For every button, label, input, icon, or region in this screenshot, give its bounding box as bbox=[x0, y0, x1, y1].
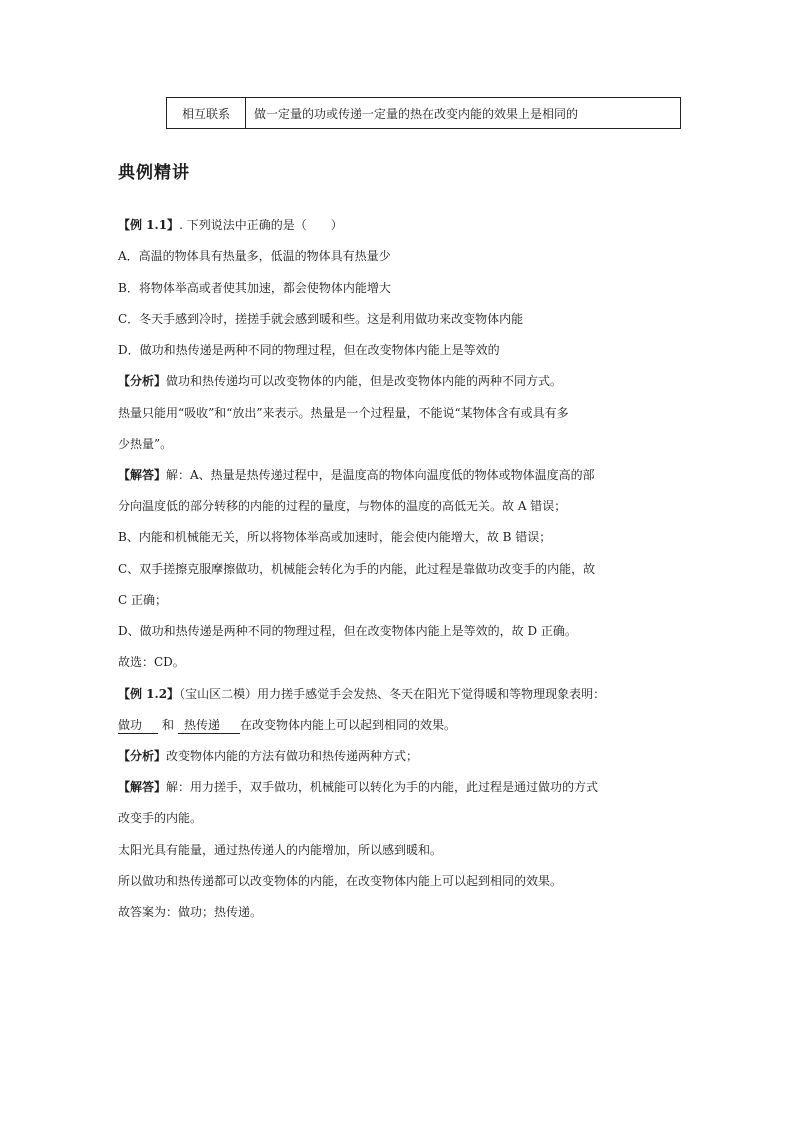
ex1-analysis-line3: 少热量”。 bbox=[118, 437, 173, 451]
section-heading: 典例精讲 bbox=[118, 163, 190, 183]
ex2-answer-tag: 【解答】 bbox=[118, 780, 167, 794]
relation-table bbox=[166, 97, 681, 129]
ex1-analysis bbox=[118, 373, 562, 389]
ex2-analysis-tag: 【分析】 bbox=[118, 749, 167, 763]
ex2-analysis bbox=[118, 748, 418, 764]
ex1-option-b: B．将物体举高或者使其加速，都会使物体内能增大 bbox=[118, 281, 391, 295]
ex1-final-answer: 故选：CD。 bbox=[118, 655, 185, 669]
ex2-tag: 【例 1.2】 bbox=[118, 687, 180, 701]
ex2-answer-text: 解：用力搓手，双手做功，机械能可以转化为手的内能，此过程是通过做功的方式 bbox=[166, 780, 599, 794]
ex2-answer-line4: 所以做功和热传递都可以改变物体的内能，在改变物体内能上可以起到相同的效果。 bbox=[118, 874, 563, 888]
ex2-answer-line3: 太阳光具有能量，通过热传递人的内能增加，所以感到暖和。 bbox=[118, 843, 443, 857]
relation-row bbox=[167, 98, 681, 129]
ex1-analysis-line2: 热量只能用“吸收”和“放出”来表示。热量是一个过程量，不能说“某物体含有或具有多 bbox=[118, 406, 569, 420]
ex2-final-answer: 故答案为：做功；热传递。 bbox=[118, 905, 263, 919]
ex1-answer-tag: 【解答】 bbox=[118, 468, 167, 482]
ex1-analysis-text: 做功和热传递均可以改变物体的内能，但是改变物体内能的两种不同方式。 bbox=[166, 374, 563, 388]
ex1-option-c: C．冬天手感到冷时，搓搓手就会感到暖和些。这是利用做功来改变物体内能 bbox=[118, 312, 524, 326]
ex1-answer-line4: C、双手搓擦克服摩擦做功，机械能会转化为手的内能，此过程是靠做功改变手的内能，故 bbox=[118, 562, 596, 576]
ex1-option-d: D．做功和热传递是两种不同的物理过程，但在改变物体内能上是等效的 bbox=[118, 343, 500, 357]
ex1-question bbox=[118, 217, 343, 233]
ex2-blank-1: 做功 bbox=[118, 717, 158, 734]
ex1-analysis-tag: 【分析】 bbox=[118, 374, 167, 388]
ex2-analysis-text: 改变物体内能的方法有做功和热传递两种方式； bbox=[166, 749, 419, 763]
ex1-option-a: A．高温的物体具有热量多，低温的物体具有热量少 bbox=[118, 249, 391, 263]
ex1-answer bbox=[118, 467, 595, 483]
ex1-answer-line5: C 正确； bbox=[118, 593, 167, 607]
ex2-blank-2: 热传递 bbox=[178, 717, 240, 734]
relation-label: 相互联系 bbox=[167, 98, 246, 129]
ex1-tag: 【例 1.1】 bbox=[118, 218, 180, 232]
ex2-tail-text: 在改变物体内能上可以起到相同的效果。 bbox=[240, 718, 457, 732]
ex2-question bbox=[118, 686, 605, 702]
relation-content: 做一定量的功或传递一定量的热在改变内能的效果上是相同的 bbox=[246, 98, 681, 129]
ex2-answer-line2: 改变手的内能。 bbox=[118, 811, 203, 825]
ex1-answer-line3: B、内能和机械能无关，所以将物体举高或加速时，能会使内能增大，故 B 错误； bbox=[118, 530, 552, 544]
ex1-question-text: . 下列说法中正确的是（ ） bbox=[179, 218, 343, 232]
ex1-answer-text: 解：A、热量是热传递过程中，是温度高的物体向温度低的物体或物体温度高的部 bbox=[166, 468, 595, 482]
ex1-answer-line2: 分向温度低的部分转移的内能的过程的量度，与物体的温度的高低无关。故 A 错误； bbox=[118, 499, 567, 513]
ex1-answer-line6: D、做功和热传递是两种不同的物理过程，但在改变物体内能上是等效的，故 D 正确。 bbox=[118, 624, 577, 638]
ex2-question-text: （宝山区二模）用力搓手感觉手会发热、冬天在阳光下觉得暖和等物理现象表明： bbox=[179, 687, 606, 701]
ex2-mid-text: 和 bbox=[162, 718, 175, 732]
ex2-fill-line bbox=[118, 717, 456, 734]
ex2-answer bbox=[118, 779, 598, 795]
